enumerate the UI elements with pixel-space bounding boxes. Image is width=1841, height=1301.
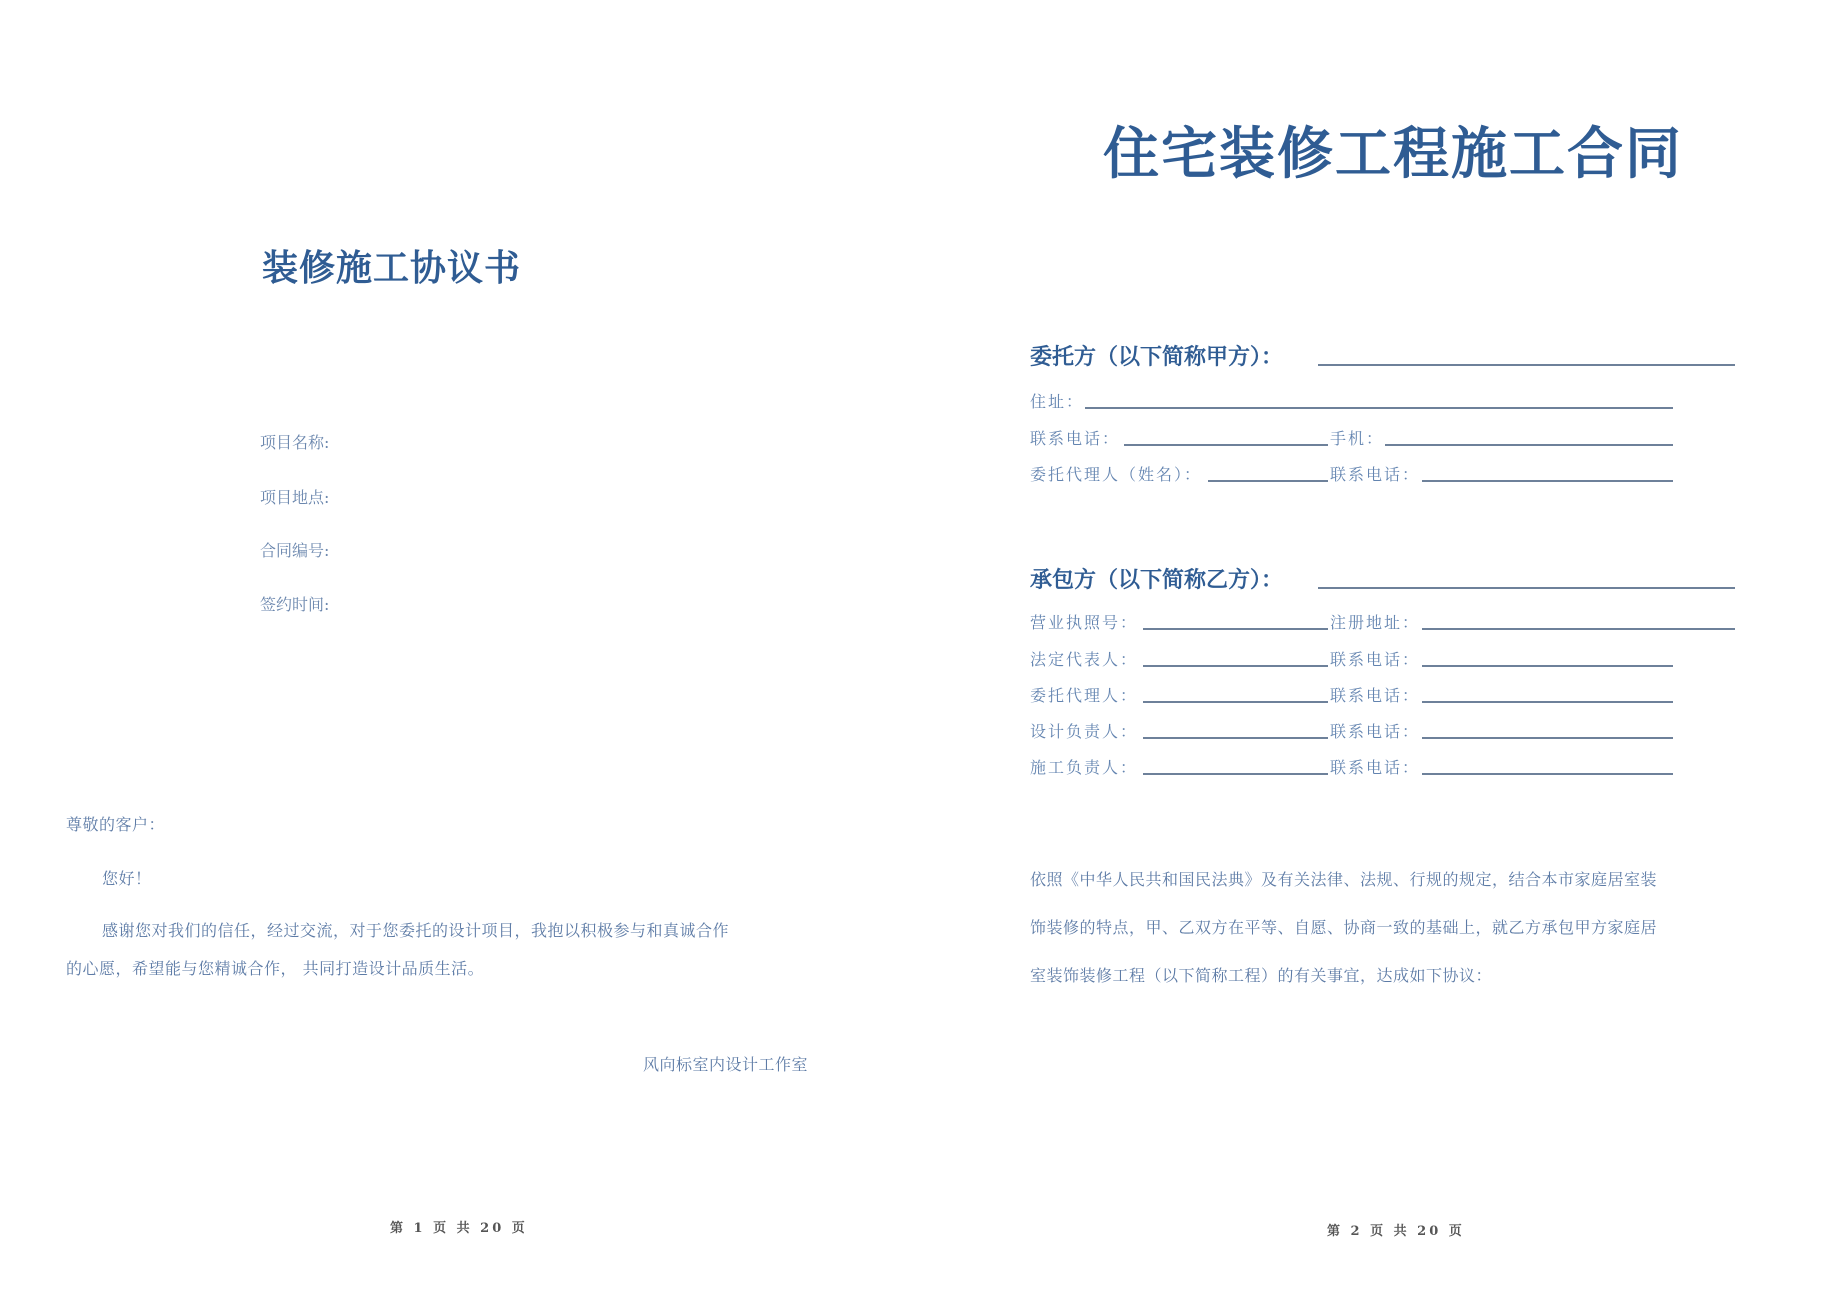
salutation: 您好！ [102, 869, 152, 888]
party-b-construction-lead-blank[interactable] [1143, 773, 1328, 775]
page-footer-1: 第 1 页 共 20 页 [390, 1221, 528, 1236]
party-b-agent-label: 委托代理人： [1030, 686, 1139, 705]
page-1 [0, 0, 920, 1301]
party-b-design-lead-phone-blank[interactable] [1422, 737, 1673, 739]
agreement-paragraph-line-3: 室装饰装修工程（以下简称工程）的有关事宜，达成如下协议： [1030, 966, 1493, 985]
party-b-design-lead-blank[interactable] [1143, 737, 1328, 739]
page-footer-2: 第 2 页 共 20 页 [1327, 1224, 1465, 1239]
party-a-agent-phone-blank[interactable] [1422, 480, 1673, 482]
party-b-license-label: 营业执照号： [1030, 613, 1139, 632]
party-a-mobile-label: 手机： [1330, 429, 1385, 448]
project-name-label: 项目名称: [260, 433, 330, 452]
agreement-paragraph-line-1: 依照《中华人民共和国民法典》及有关法律、法规、行规的规定，结合本市家庭居室装 [1030, 870, 1658, 889]
party-b-design-lead-phone-label: 联系电话： [1330, 722, 1421, 741]
party-b-construction-lead-phone-label: 联系电话： [1330, 758, 1421, 777]
contract-number-label: 合同编号: [260, 541, 330, 560]
studio-signature: 风向标室内设计工作室 [643, 1055, 809, 1074]
party-a-address-label: 住址： [1030, 392, 1085, 411]
party-a-agent-label: 委托代理人（姓名）： [1030, 465, 1203, 484]
party-b-legal-rep-phone-blank[interactable] [1422, 665, 1673, 667]
party-a-mobile-blank[interactable] [1385, 444, 1673, 446]
party-b-legal-rep-label: 法定代表人： [1030, 650, 1139, 669]
party-b-license-blank[interactable] [1143, 628, 1328, 630]
party-b-construction-lead-phone-blank[interactable] [1422, 773, 1673, 775]
party-a-address-blank[interactable] [1085, 407, 1673, 409]
party-b-agent-phone-blank[interactable] [1422, 701, 1673, 703]
party-b-heading: 承包方（以下简称乙方）： [1030, 568, 1284, 593]
intro-paragraph-line-1: 感谢您对我们的信任，经过交流，对于您委托的设计项目，我抱以积极参与和真诚合作 [102, 921, 730, 940]
party-a-phone-label: 联系电话： [1030, 429, 1121, 448]
party-b-name-blank[interactable] [1318, 587, 1735, 589]
party-b-reg-address-label: 注册地址： [1330, 613, 1421, 632]
party-a-agent-phone-label: 联系电话： [1330, 465, 1421, 484]
intro-paragraph-line-2: 的心愿，希望能与您精诚合作， 共同打造设计品质生活。 [66, 959, 485, 978]
party-a-heading: 委托方（以下简称甲方）： [1030, 345, 1284, 370]
party-b-agent-phone-label: 联系电话： [1330, 686, 1421, 705]
party-b-reg-address-blank[interactable] [1422, 628, 1735, 630]
party-b-legal-rep-phone-label: 联系电话： [1330, 650, 1421, 669]
contract-title: 住宅装修工程施工合同 [1103, 122, 1683, 187]
party-b-agent-blank[interactable] [1143, 701, 1328, 703]
signing-time-label: 签约时间: [260, 595, 330, 614]
greeting: 尊敬的客户： [66, 815, 166, 834]
cover-title: 装修施工协议书 [262, 248, 522, 289]
party-a-name-blank[interactable] [1318, 364, 1735, 366]
party-a-agent-blank[interactable] [1208, 480, 1328, 482]
agreement-paragraph-line-2: 饰装修的特点，甲、乙双方在平等、自愿、协商一致的基础上，就乙方承包甲方家庭居 [1030, 918, 1658, 937]
project-location-label: 项目地点: [260, 488, 330, 507]
party-b-legal-rep-blank[interactable] [1143, 665, 1328, 667]
party-b-construction-lead-label: 施工负责人： [1030, 758, 1139, 777]
party-b-design-lead-label: 设计负责人： [1030, 722, 1139, 741]
party-a-phone-blank[interactable] [1124, 444, 1328, 446]
